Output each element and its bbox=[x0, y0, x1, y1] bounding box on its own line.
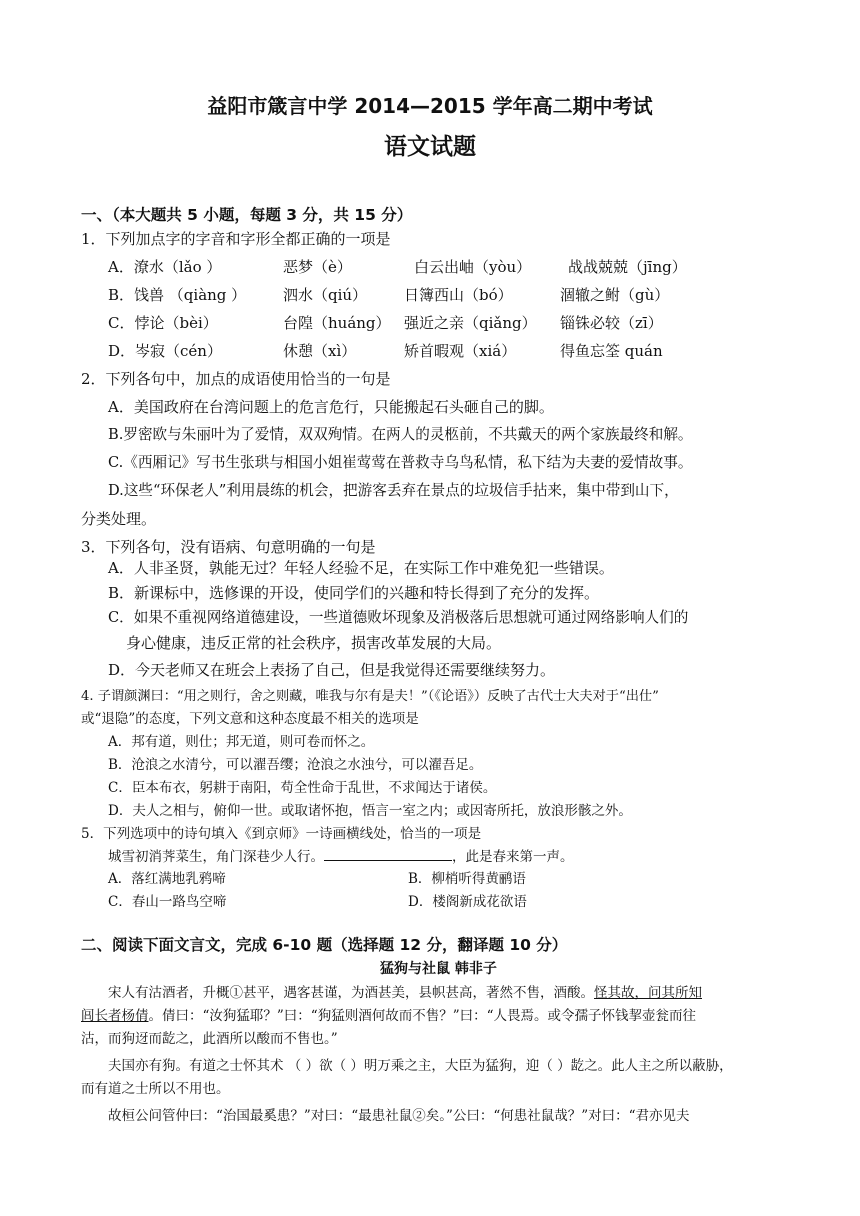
passage-p1-line2 bbox=[81, 1006, 696, 1026]
q5-option-b: B．柳梢听得黄鹂语 bbox=[408, 871, 526, 887]
q4-stem: 4. 子谓颜渊曰：“用之则行，舍之则藏，唯我与尔有是夫！”（《论语》）反映了古代士大夫对于“出仕” bbox=[81, 689, 659, 704]
q1-d-3: 矫首暇观（xiá） bbox=[404, 342, 517, 360]
q1-b-3: 日簿西山（bó） bbox=[404, 286, 513, 304]
q2-option-c: C.《西厢记》写书生张珙与相国小姐崔莺莺在普救寺乌鸟私情，私下结为夫妻的爱情故事。 bbox=[108, 454, 693, 471]
q5-option-a: A．落红满地乳鸦啼 bbox=[108, 871, 226, 887]
q4-option-a: A．邦有道，则仕；邦无道，则可卷而怀之。 bbox=[108, 734, 375, 750]
q3-option-a: A．人非圣贤，孰能无过？年轻人经验不足，在实际工作中难免犯一些错误。 bbox=[108, 559, 614, 577]
q1-d-2: 休憩（xì） bbox=[283, 342, 357, 360]
passage-p1-line3: 沽，而狗迓而龁之，此酒所以酸而不售也。” bbox=[81, 1031, 338, 1047]
q3-stem: 3．下列各句，没有语病、句意明确的一句是 bbox=[81, 538, 376, 556]
passage-p2-line2: 而有道之士所以不用也。 bbox=[81, 1081, 230, 1097]
passage-p1-line1 bbox=[108, 983, 702, 1003]
q5-stem: 5．下列选项中的诗句填入《到京师》一诗画横线处，恰当的一项是 bbox=[81, 826, 482, 842]
passage-p1-text: 宋人有沽酒者，升概①甚平，遇客甚谨，为酒甚美，县帜甚高，著然不售，酒酸。 bbox=[108, 985, 594, 1001]
q1-c-1: C．悖论（bèi） bbox=[108, 314, 218, 332]
q5-poem bbox=[108, 846, 574, 867]
passage-p1-underlined-cont: 闾长者杨倩 bbox=[81, 1008, 149, 1024]
q4-stem-cont: 或“退隐”的态度，下列文意和这种态度最不相关的选项是 bbox=[81, 711, 419, 727]
q4-option-b: B．沧浪之水清兮，可以濯吾缨；沧浪之水浊兮，可以濯吾足。 bbox=[108, 757, 483, 773]
q5-poem-after: ，此是春来第一声。 bbox=[452, 849, 574, 865]
q1-a-3: 白云出岫（yòu） bbox=[414, 258, 532, 276]
passage-p2-line1: 夫国亦有狗。有道之士怀其术 （ ）欲（ ）明万乘之主，大臣为猛狗，迎（ ）龁之。此人主之所以蔽胁， bbox=[108, 1058, 733, 1074]
q1-b-4: 涸辙之鲋（gù） bbox=[560, 286, 670, 304]
q1-c-4: 锱铢必较（zī） bbox=[560, 314, 663, 332]
q2-option-d: D.这些“环保老人”利用晨练的机会，把游客丢弃在景点的垃圾信手拈来，集中带到山下， bbox=[108, 482, 679, 499]
q1-c-2: 台隍（huáng） bbox=[283, 314, 391, 332]
q2-option-b: B.罗密欧与朱丽叶为了爱情，双双殉情。在两人的灵柩前，不共戴天的两个家族最终和解。 bbox=[108, 426, 693, 443]
q1-b-1: B．饯兽 （qiàng ） bbox=[108, 286, 247, 304]
q4-option-c: C．臣本布衣，躬耕于南阳，苟全性命于乱世，不求闻达于诸侯。 bbox=[108, 780, 497, 796]
q5-poem-before: 城雪初消荠菜生，角门深巷少人行。 bbox=[108, 849, 324, 865]
q1-a-1: A．潦水（lǎo ） bbox=[108, 258, 222, 276]
passage-p1-text-cont: 。倩曰：“汝狗猛耶？”曰：“狗猛则酒何故而不售？”曰：“人畏焉。或令孺子怀钱挈壶瓮而往 bbox=[148, 1008, 697, 1024]
q2-stem: 2．下列各句中，加点的成语使用恰当的一句是 bbox=[81, 370, 391, 388]
q1-b-2: 泗水（qiú） bbox=[283, 286, 368, 304]
passage-title: 猛狗与社鼠 韩非子 bbox=[380, 961, 497, 977]
q1-d-4: 得鱼忘筌 quán bbox=[560, 342, 663, 360]
passage-p3-line1: 故桓公问管仲曰：“治国最奚患？”对曰：“最患社鼠②矣。”公曰：“何患社鼠哉？”对曰：“君亦见夫 bbox=[108, 1108, 690, 1124]
q5-option-c: C．春山一路鸟空啼 bbox=[108, 894, 227, 910]
q2-option-a: A．美国政府在台湾问题上的危言危行，只能搬起石头砸自己的脚。 bbox=[108, 398, 554, 416]
q1-d-1: D．岑寂（cén） bbox=[108, 342, 222, 360]
exam-title: 益阳市箴言中学 2014—2015 学年高二期中考试 bbox=[207, 94, 653, 118]
q1-stem: 1．下列加点字的字音和字形全都正确的一项是 bbox=[81, 230, 391, 248]
section1-heading: 一、（本大题共 5 小题，每题 3 分，共 15 分） bbox=[81, 206, 413, 224]
q1-c-3: 强近之亲（qiǎng） bbox=[404, 314, 537, 332]
q3-option-b: B．新课标中，选修课的开设，使同学们的兴趣和特长得到了充分的发挥。 bbox=[108, 584, 600, 602]
q4-option-d: D．夫人之相与，俯仰一世。或取诸怀抱，悟言一室之内；或因寄所托，放浪形骸之外。 bbox=[108, 803, 632, 819]
exam-subtitle: 语文试题 bbox=[384, 134, 476, 160]
section2-heading: 二、阅读下面文言文，完成 6-10 题（选择题 12 分，翻译题 10 分） bbox=[81, 936, 568, 954]
q5-fill-blank bbox=[324, 846, 452, 861]
q3-option-c: C．如果不重视网络道德建设，一些道德败坏现象及消极落后思想就可通过网络影响人们的 bbox=[108, 609, 689, 626]
q3-option-d: D．今天老师又在班会上表扬了自己，但是我觉得还需要继续努力。 bbox=[108, 661, 556, 679]
q1-a-4: 战战兢兢（jīng） bbox=[568, 258, 687, 276]
q5-option-d: D．楼阁新成花欲语 bbox=[408, 894, 527, 910]
q2-option-d-cont: 分类处理。 bbox=[81, 510, 157, 528]
q3-option-c-cont: 身心健康，违反正常的社会秩序，损害改革发展的大局。 bbox=[126, 634, 502, 652]
passage-p1-underlined: 怪其故，问其所知 bbox=[594, 985, 702, 1001]
q1-a-2: 恶梦（è） bbox=[283, 258, 352, 276]
